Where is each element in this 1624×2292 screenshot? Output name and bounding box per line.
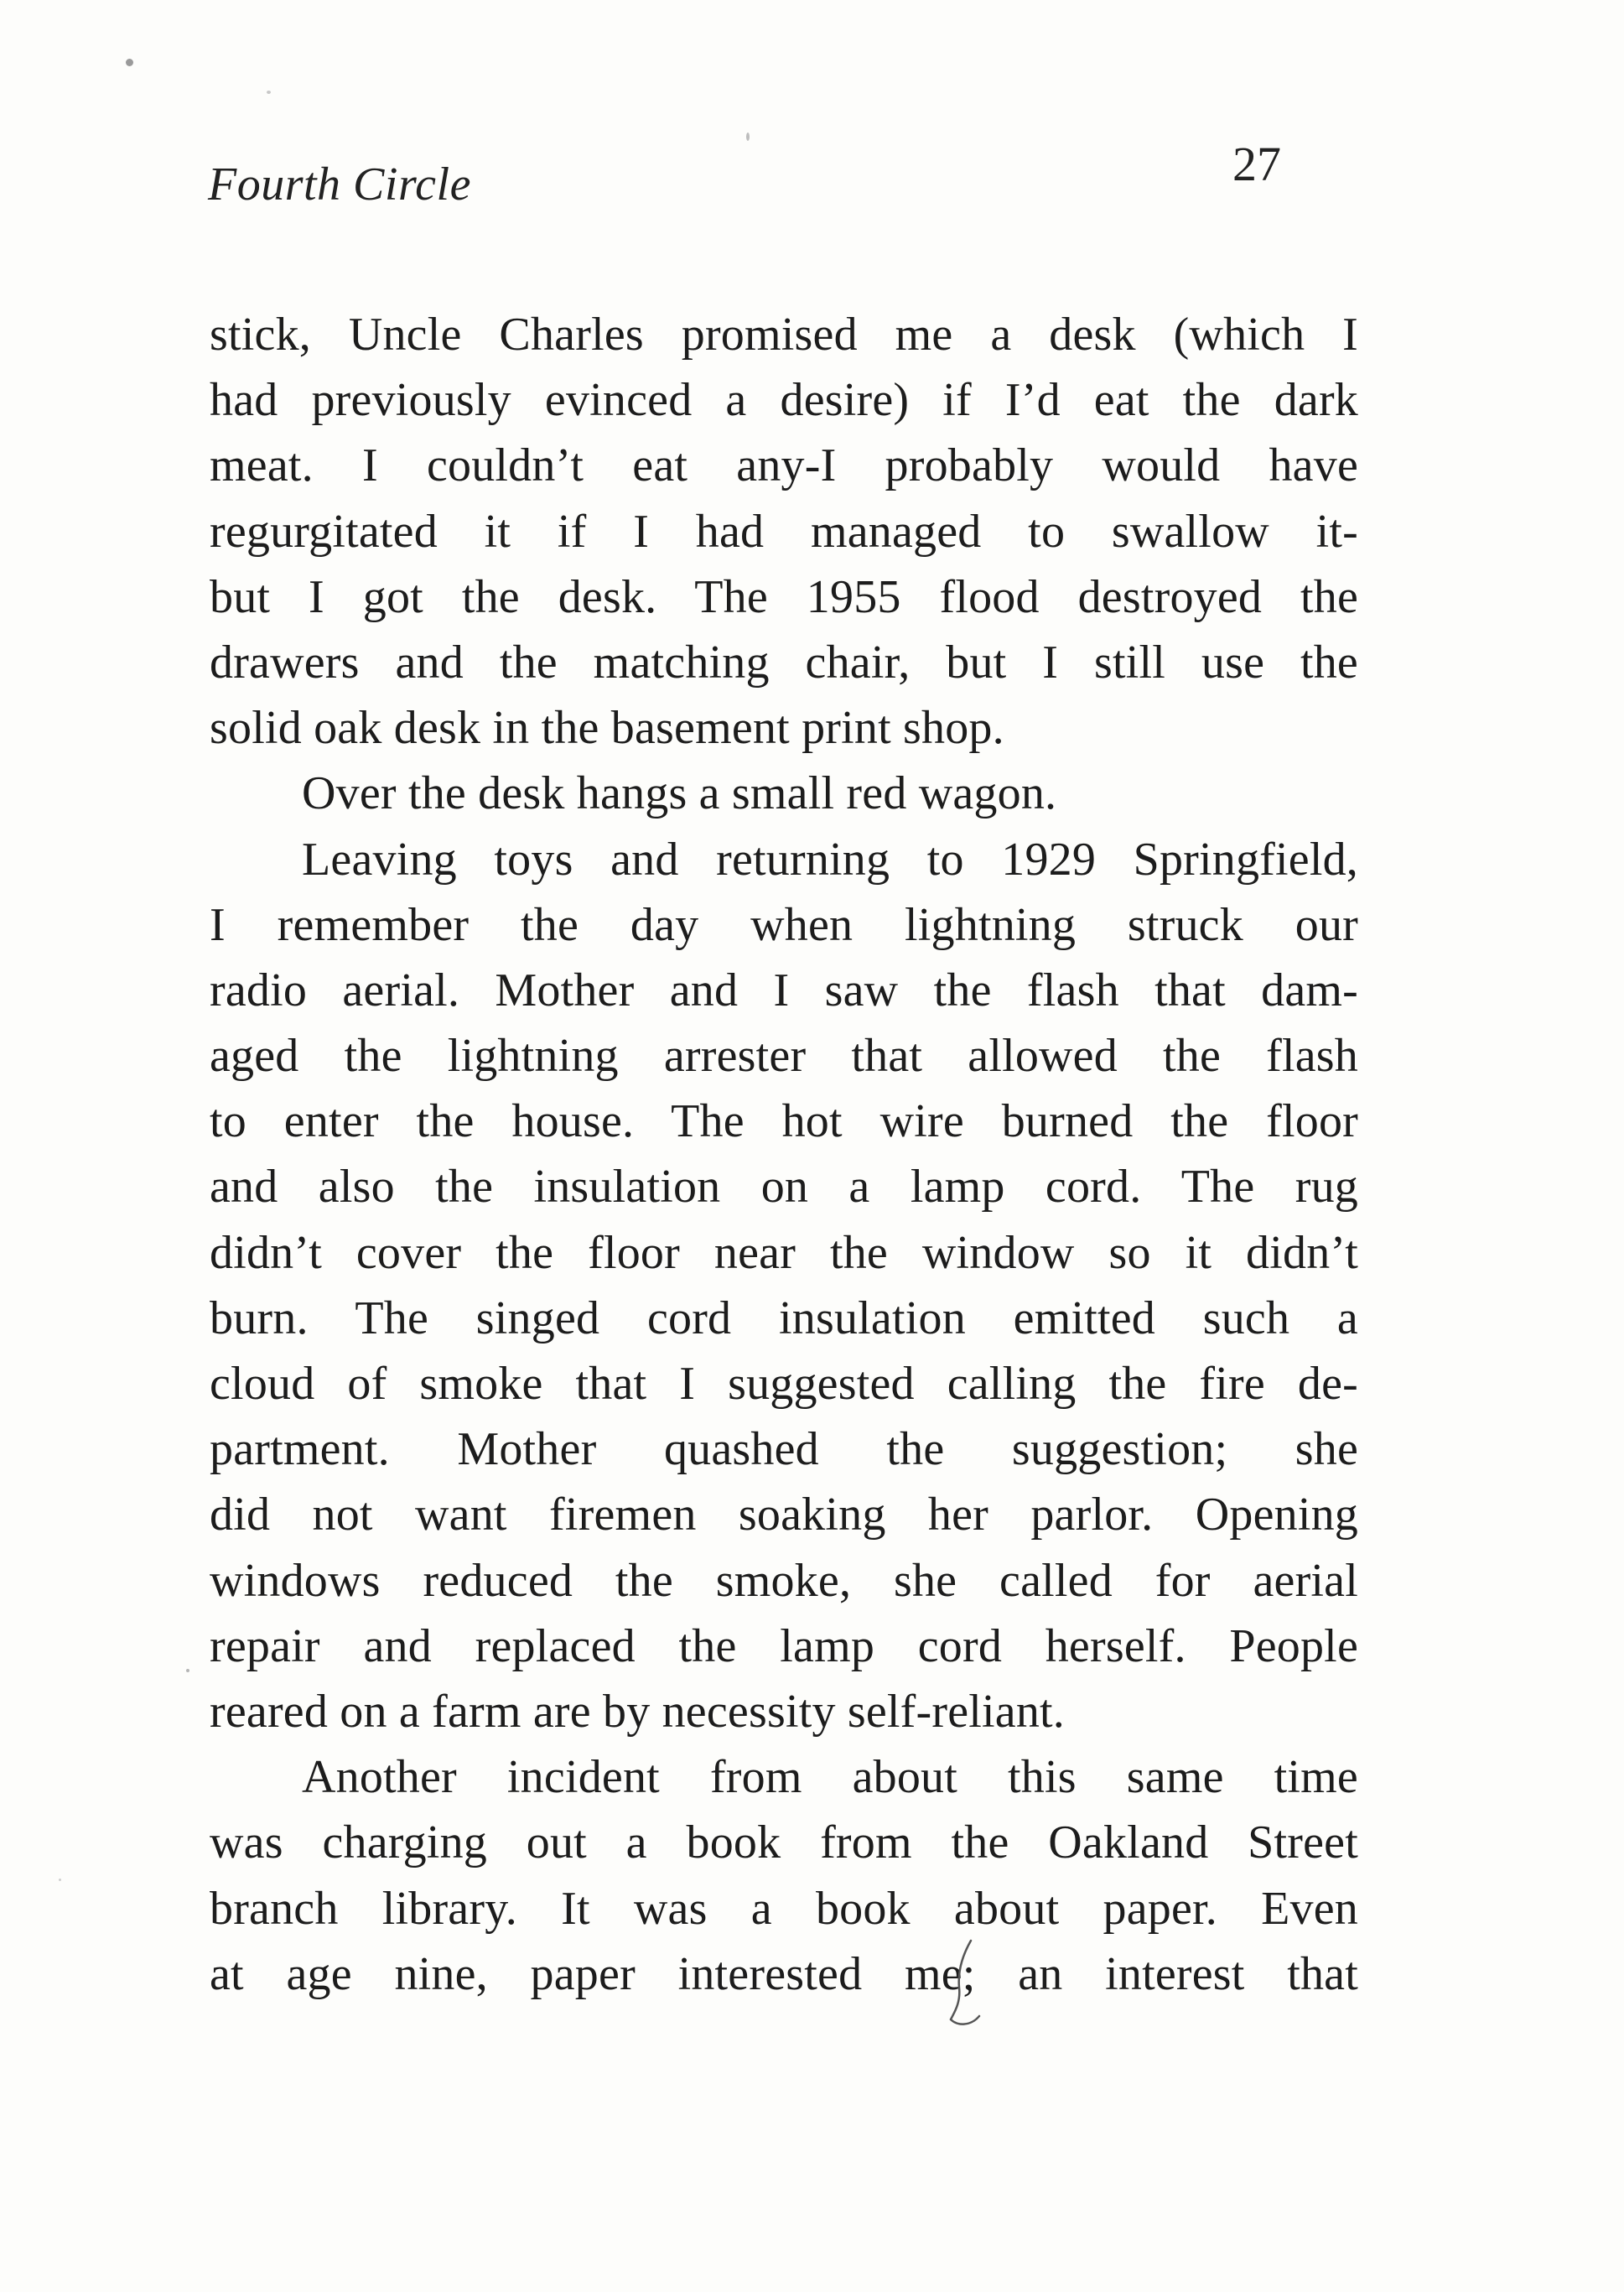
text-line: partment. Mother quashed the suggestion; she: [210, 1423, 1358, 1476]
text-line: cloud of smoke that I suggested calling the fire de-: [210, 1358, 1358, 1410]
proof-mark-icon: [946, 1936, 988, 2028]
dust-speck: [126, 59, 133, 66]
text-line: to enter the house. The hot wire burned the floor: [210, 1095, 1358, 1148]
text-line: repair and replaced the lamp cord herself. People: [210, 1619, 1358, 1672]
text-line: stick, Uncle Charles promised me a desk (which I: [210, 309, 1358, 361]
text-line: and also the insulation on a lamp cord. The rug: [210, 1161, 1358, 1214]
text-line: windows reduced the smoke, she called for aerial: [210, 1554, 1358, 1607]
text-line: Over the desk hangs a small red wagon.: [302, 767, 1057, 820]
text-line: regurgitated it if I had managed to swallow it-: [210, 505, 1358, 558]
text-line: reared on a farm are by necessity self-reliant.: [210, 1685, 1065, 1738]
text-line: burn. The singed cord insulation emitted such a: [210, 1292, 1358, 1344]
body-text: [210, 302, 1358, 2007]
text-line: had previously evinced a desire) if I’d eat the dark: [210, 374, 1358, 427]
running-title: Fourth Circle: [208, 159, 471, 210]
text-line: but I got the desk. The 1955 flood destroyed the: [210, 570, 1358, 623]
text-line: at age nine, paper interested me; an interest that: [210, 1947, 1358, 2000]
text-line: radio aerial. Mother and I saw the flash that dam-: [210, 964, 1358, 1016]
text-line: I remember the day when lightning struck our: [210, 898, 1358, 951]
dust-speck: [186, 1669, 189, 1672]
text-line: didn’t cover the floor near the window so it didn’t: [210, 1226, 1358, 1279]
text-line: solid oak desk in the basement print shop.: [210, 702, 1004, 755]
page-number: 27: [1232, 137, 1281, 191]
text-line: drawers and the matching chair, but I still use the: [210, 636, 1358, 689]
text-line: Leaving toys and returning to 1929 Springfield,: [302, 833, 1358, 886]
text-line: meat. I couldn’t eat any-I probably would have: [210, 439, 1358, 492]
text-line: Another incident from about this same time: [302, 1751, 1358, 1804]
text-line: branch library. It was a book about paper. Even: [210, 1882, 1358, 1935]
dust-speck: [267, 91, 271, 94]
text-line: did not want firemen soaking her parlor. Opening: [210, 1489, 1358, 1541]
dust-speck: [746, 133, 750, 141]
dust-speck: [59, 1879, 61, 1881]
text-line: aged the lightning arrester that allowed the flash: [210, 1030, 1358, 1083]
text-line: was charging out a book from the Oakland Street: [210, 1816, 1358, 1869]
